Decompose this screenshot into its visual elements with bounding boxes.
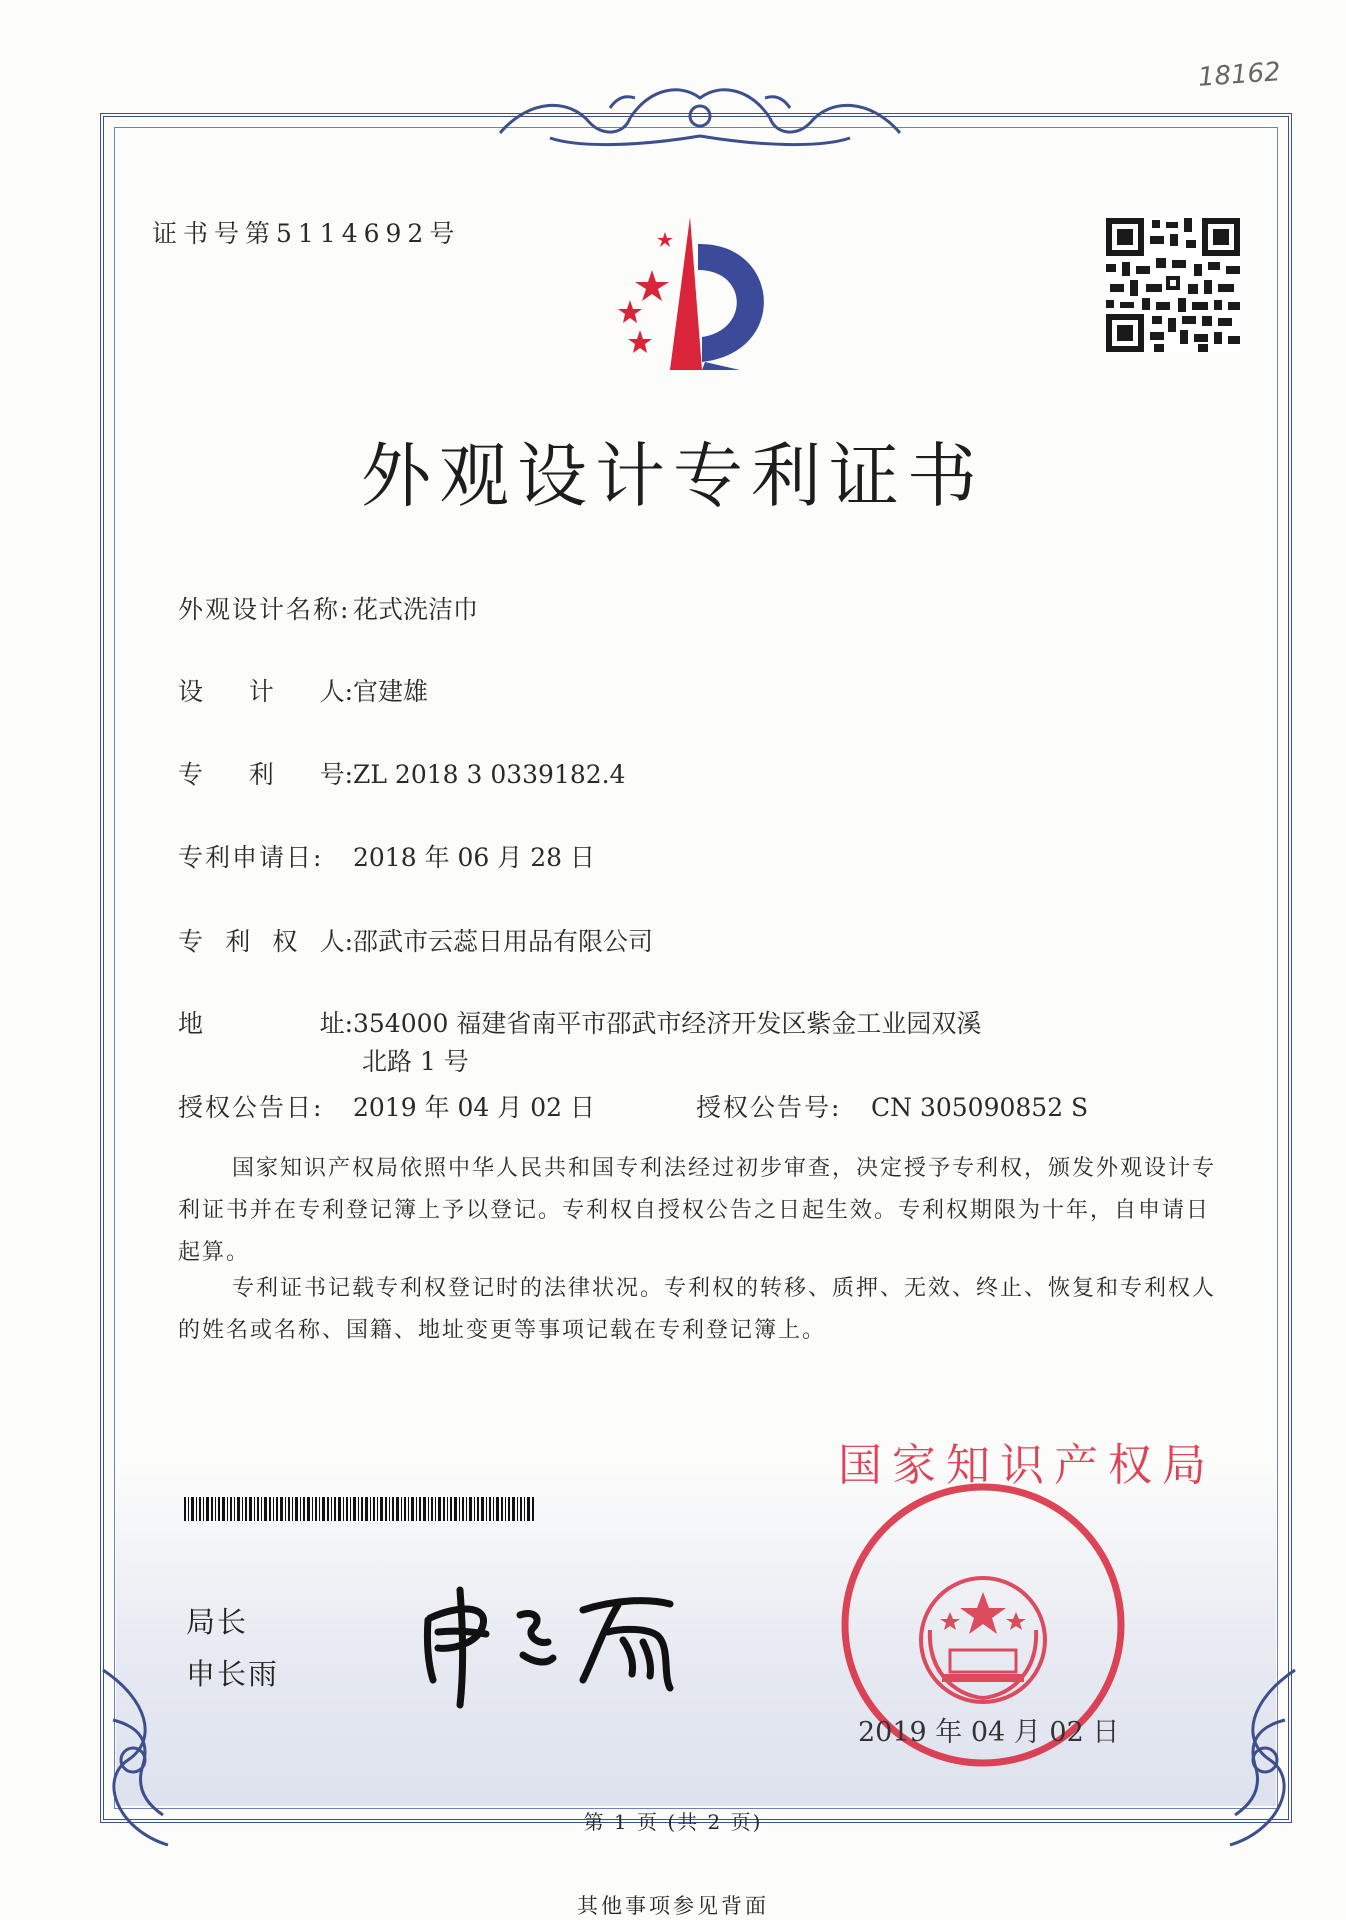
designer-label: 设 计 人:	[178, 677, 353, 706]
paragraph-legal-status: 专利证书记载专利权登记时的法律状况。专利权的转移、质押、无效、终止、恢复和专利权人的姓名或名称、国籍、地址变更等事项记载在专利登记簿上。	[178, 1276, 1217, 1343]
grant-number-label: 授权公告号:	[696, 1093, 842, 1122]
director-name: 申长雨	[186, 1657, 280, 1691]
patent-number-value: ZL 2018 3 0339182.4	[353, 760, 626, 789]
grant-date-label: 授权公告日:	[178, 1093, 324, 1122]
address-label: 地 址:	[178, 1009, 353, 1038]
patentee-row	[178, 922, 653, 958]
address-line-1: 354000 福建省南平市邵武市经济开发区紫金工业园双溪	[353, 1009, 982, 1038]
grant-date-value: 2019 年 04 月 02 日	[353, 1093, 595, 1122]
top-ornament	[490, 78, 910, 150]
seal-text: 国家知识产权局	[838, 1440, 1216, 1491]
design-name-label: 外观设计名称:	[178, 595, 351, 624]
grant-number-value: CN 305090852 S	[871, 1093, 1089, 1122]
grant-row	[178, 1088, 595, 1124]
patent-number-label: 专 利 号:	[178, 760, 353, 789]
patentee-value: 邵武市云蕊日用品有限公司	[353, 927, 654, 956]
barcode	[184, 1497, 534, 1521]
qr-code	[1106, 218, 1240, 352]
filing-date-label: 专利申请日:	[178, 843, 324, 872]
patentee-label: 专 利 权 人:	[178, 927, 353, 956]
footer-note: 其他事项参见背面	[577, 1894, 769, 1918]
patent-office-logo	[590, 212, 810, 382]
page-number: 第 1 页 (共 2 页)	[583, 1810, 763, 1834]
paragraph-grant-statement: 国家知识产权局依照中华人民共和国专利法经过初步审查，决定授予专利权，颁发外观设计专利证书并在专利登记簿上予以登记。专利权自授权公告之日起生效。专利权期限为十年，自申请日起算。	[178, 1156, 1217, 1265]
seal-date: 2019 年 04 月 02 日	[858, 1717, 1120, 1748]
address-row	[178, 1004, 981, 1040]
address-line-2: 北路 1 号	[362, 1047, 469, 1076]
design-name-value: 花式洗洁巾	[353, 595, 479, 624]
certificate-title: 外观设计专利证书	[361, 435, 985, 517]
grant-number-row	[696, 1088, 1088, 1124]
filing-date-row	[178, 838, 595, 874]
designer-value: 官建雄	[353, 677, 429, 706]
designer-row	[178, 672, 428, 708]
design-name-row	[178, 590, 478, 626]
patent-number-row	[178, 755, 626, 791]
director-title: 局长	[186, 1605, 249, 1639]
handwritten-note: 18162	[1197, 57, 1282, 93]
certificate-number: 证书号第5114692号	[152, 219, 461, 248]
director-signature	[408, 1570, 708, 1710]
filing-date-value: 2018 年 06 月 28 日	[353, 843, 595, 872]
